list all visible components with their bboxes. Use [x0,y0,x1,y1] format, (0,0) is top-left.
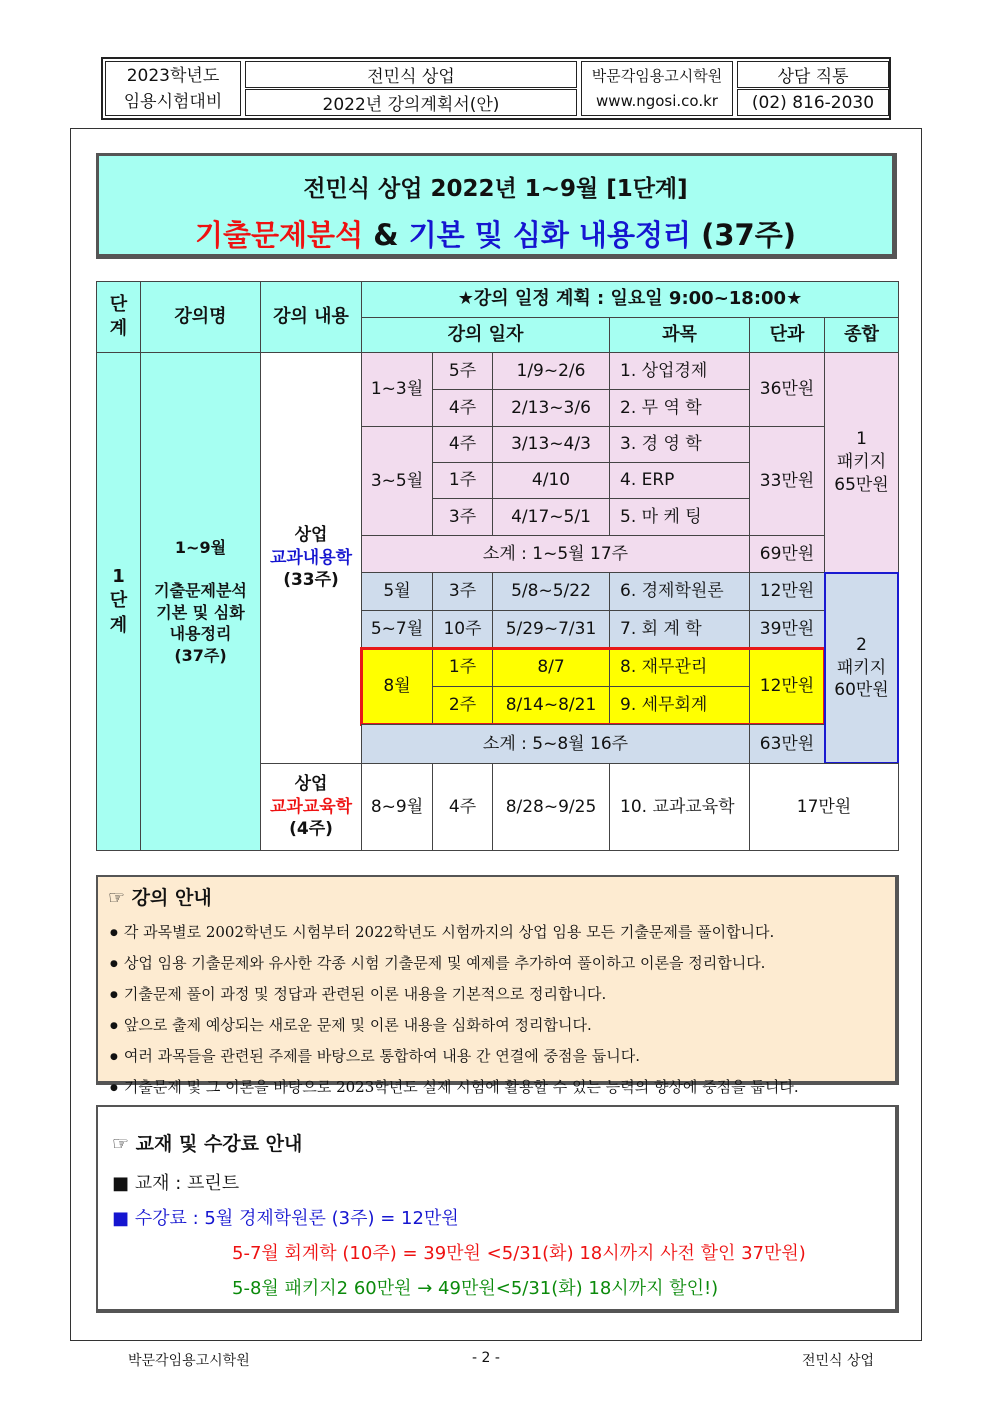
notice-title: ☞ 강의 안내 [108,887,212,909]
content-cell-1 [260,352,362,764]
weeks-r9: 2주 [432,686,493,725]
price-edu: 17만원 [749,763,899,851]
academy-url[interactable]: www.ngosi.co.kr [596,91,718,110]
title-tail: (37주) [691,218,796,252]
weeks-r8: 1주 [432,648,493,687]
price-r7: 39만원 [749,610,825,649]
subject-r8: 8. 재무관리 [609,648,750,687]
header-total-price: 종합 [824,317,899,353]
list-item: ● 앞으로 출제 예상되는 새로운 문제 및 이론 내용을 심화하여 정리합니다. [124,1011,885,1042]
list-item: ● 기출문제 풀이 과정 및 정답과 관련된 이론 내용을 기본적으로 정리합니다. [124,980,885,1011]
fee-label: ■ 수강료 : [112,1208,205,1229]
exam-year-cell [105,61,241,116]
course-name-cell: 1~9월 기출문제분석 기본 및 심화 내용정리 (37주) [140,352,261,851]
subject-r3: 3. 경 영 학 [609,426,750,463]
price-1-3: 36만원 [749,352,825,427]
subtotal2-label: 소계 : 5~8월 16주 [361,724,750,764]
price-8: 12만원 [749,648,825,725]
footer-right: 전민식 상업 [802,1353,875,1369]
header-subject: 과목 [609,317,750,353]
fee-line2: 5-7월 회계학 (10주) = 39만원 <5/31(화) 18시까지 사전 할인 37만원) [232,1243,806,1264]
dates-r6: 5/8~5/22 [492,572,610,611]
dates-r7: 5/29~7/31 [492,610,610,649]
academy-name: 박문각임용고시학원 [591,66,723,85]
weeks-r7: 10주 [432,610,493,649]
weeks-r3: 4주 [432,426,493,463]
contact-phone: (02) 816-2030 [737,89,889,116]
price-3-5: 33만원 [749,426,825,536]
title-amp: & [363,218,409,252]
month-5: 5월 [361,572,433,611]
content2-c: (4주) [289,819,333,840]
dates-r2: 2/13~3/6 [492,389,610,427]
month-1-3: 1~3월 [361,352,433,427]
list-item: ● 상업 임용 기출문제와 유사한 각종 시험 기출문제 및 예제를 추가하여 풀이하고 이론을 정리합니다. [124,949,885,980]
content1-c: (33주) [283,570,339,591]
fee-box [96,1105,899,1313]
exam-prep: 임용시험대비 [123,91,223,112]
list-item: ● 각 과목별로 2002학년도 시험부터 2022학년도 시험까지의 상업 임용 모든 기출문제를 풀이합니다. [124,918,885,949]
notice-list [108,918,885,1104]
dates-r4: 4/10 [492,462,610,499]
title-blue: 기본 및 심화 내용정리 [408,218,691,252]
plan-cell: 2022년 강의계획서(안) [245,89,577,116]
header-schedule: ★강의 일정 계획 : 일요일 9:00~18:00★ [361,281,899,318]
header-single-price: 단과 [749,317,825,353]
subject-r1: 1. 상업경제 [609,352,750,390]
month-8-9: 8~9월 [361,763,433,851]
list-item: ● 여러 과목들을 관련된 주제를 바탕으로 통합하여 내용 간 연결에 중점을 둡니다. [124,1042,885,1073]
month-5-7: 5~7월 [361,610,433,649]
title-line1: 전민식 상업 2022년 1~9월 [1단계] [303,176,688,202]
subject-r7: 7. 회 계 학 [609,610,750,649]
weeks-r2: 4주 [432,389,493,427]
fee-item-1: 5월 경제학원론 (3주) = 12만원 [204,1208,459,1229]
subject-r4: 4. ERP [609,462,750,499]
stage-cell: 1 단 계 [96,352,141,851]
page-number: - 2 - [472,1350,500,1366]
package1-cell: 1 패키지 65만원 [824,352,899,573]
title-red: 기출문제분석 [195,218,364,252]
weeks-r10: 4주 [432,763,493,851]
list-item: ● 기출문제 및 그 이론을 바탕으로 2023학년도 실제 시험에 활용할 수 있는 능력의 향상에 중점을 둡니다. [124,1073,885,1104]
title-line2 [99,213,892,254]
dates-r1: 1/9~2/6 [492,352,610,390]
content1-b: 교과내용학 [269,547,353,568]
header-table [101,57,891,120]
fee-title: ☞ 교재 및 수강료 안내 [112,1133,303,1155]
dates-r5: 4/17~5/1 [492,498,610,536]
header-content: 강의 내용 [260,281,362,353]
price-r6: 12만원 [749,572,825,611]
notice-box [96,875,899,1096]
academy-cell [581,61,733,116]
subject-r6: 6. 경제학원론 [609,572,750,611]
fee-line1 [112,1201,881,1236]
highlight-box [360,647,826,726]
month-3-5: 3~5월 [361,426,433,536]
dates-r9: 8/14~8/21 [492,686,610,725]
subject-r10: 10. 교과교육학 [609,763,750,851]
textbook-line: ■ 교재 : 프린트 [112,1173,240,1194]
weeks-r1: 5주 [432,352,493,390]
footer-left: 박문각임용고시학원 [128,1353,250,1369]
subtotal2-price: 63만원 [749,724,825,764]
weeks-r5: 3주 [432,498,493,536]
header-course-name: 강의명 [140,281,261,353]
header-stage: 단 계 [96,281,141,353]
dates-r8: 8/7 [492,648,610,687]
subtotal1-label: 소계 : 1~5월 17주 [361,535,750,573]
contact-label: 상담 직통 [737,61,889,88]
month-8: 8월 [361,648,433,725]
package2-cell: 2 패키지 60만원 [824,572,899,764]
content2-b: 교과교육학 [269,796,353,817]
weeks-r4: 1주 [432,462,493,499]
exam-year: 2023학년도 [126,65,220,86]
weeks-r6: 3주 [432,572,493,611]
content-cell-2 [260,763,362,851]
content2-a: 상업 [294,773,328,794]
fee-line3: 5-8월 패키지2 60만원 → 49만원<5/31(화) 18시까지 할인!) [232,1278,719,1299]
subject-r9: 9. 세무회계 [609,686,750,725]
subject-r5: 5. 마 케 팅 [609,498,750,536]
header-date: 강의 일자 [361,317,610,353]
content1-a: 상업 [294,524,328,545]
title-box [96,153,897,259]
subtotal1-price: 69만원 [749,535,825,573]
subject-cell: 전민식 상업 [245,61,577,88]
dates-r10: 8/28~9/25 [492,763,610,851]
subject-r2: 2. 무 역 학 [609,389,750,427]
dates-r3: 3/13~4/3 [492,426,610,463]
